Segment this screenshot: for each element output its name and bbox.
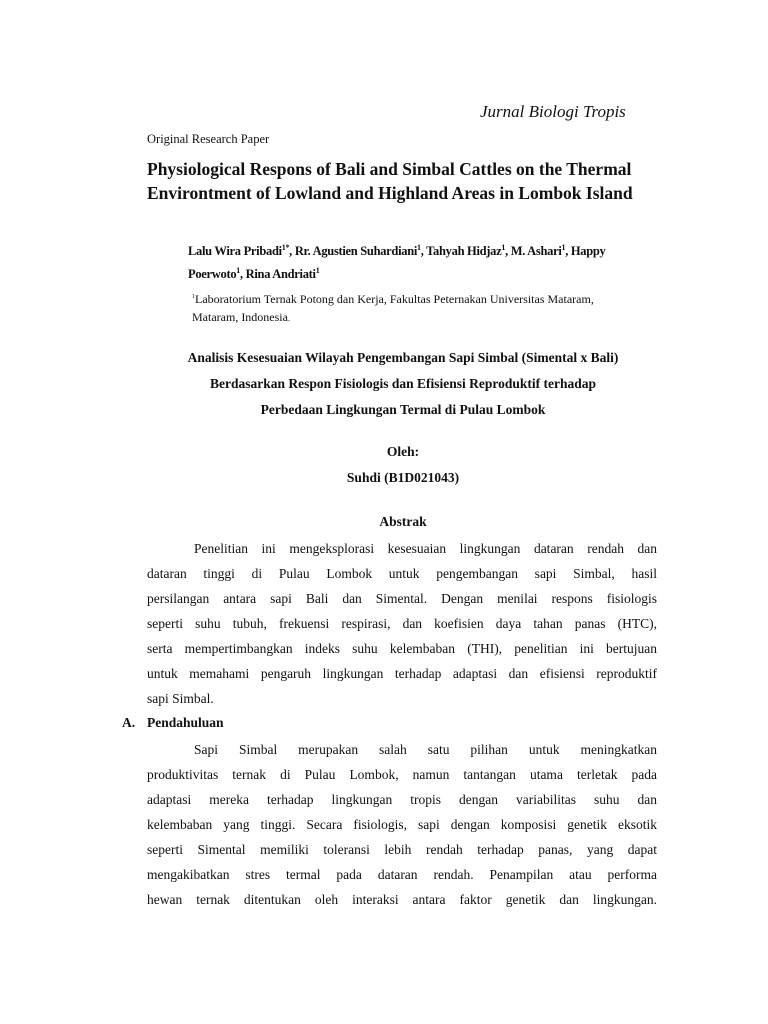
text-line: hewan ternak ditentukan oleh interaksi antara faktor genetik dan lingkungan. xyxy=(147,892,657,907)
author-list: Lalu Wira Pribadi$^{1*}$, Rr. Agustien Suhardiani$^1$, Tahyah Hidjaz$^1$, M. Ashari$^1$, Happy Poerwoto$^1$, Rina Andriati$^1$ xyxy=(188,243,606,282)
abstract-body xyxy=(147,536,657,711)
text-line: mengakibatkan stres termal pada dataran rendah. Penampilan atau performa xyxy=(147,867,657,882)
author-affiliation-mark: 1 xyxy=(561,243,566,252)
by-label: Oleh: xyxy=(386,444,420,459)
text-line: kelembaban yang tinggi. Secara fisiologis, sapi dengan komposisi genetik eksotik xyxy=(147,817,657,832)
byline xyxy=(147,439,659,491)
indonesian-title-line: Analisis Kesesuaian Wilayah Pengembangan Sapi Simbal (Simental x Bali) xyxy=(187,350,619,365)
author-name: Rr. Agustien Suhardiani xyxy=(294,244,418,259)
text-line: Sapi Simbal merupakan salah satu pilihan untuk meningkatkan xyxy=(194,742,657,757)
affiliation-line: Laboratorium Ternak Potong dan Kerja, Fakultas Peternakan Universitas Mataram, xyxy=(195,292,594,306)
abstract-heading: Abstrak xyxy=(379,514,427,529)
text-line: produktivitas ternak di Pulau Lombok, namun tantangan utama terletak pada xyxy=(147,767,657,782)
affiliation xyxy=(192,288,652,328)
author-affiliation-mark: 1 xyxy=(501,243,506,252)
affiliation-dot: . xyxy=(287,314,290,323)
text-line: Penelitian ini mengeksplorasi kesesuaian lingkungan dataran rendah dan xyxy=(194,541,657,556)
text-line: serta mempertimbangkan indeks suhu kelembaban (THI), penelitian ini bertujuan xyxy=(147,641,657,656)
text-line: adaptasi mereka terhadap lingkungan tropis dengan variabilitas suhu dan xyxy=(147,792,657,807)
paper-title: Physiological Respons of Bali and Simbal Cattles on the Thermal Environtment of Lowland and Highland Areas in Lombok Island xyxy=(147,159,633,203)
affiliation-mark: 1 xyxy=(192,294,195,300)
text-line: untuk memahami pengaruh lingkungan terhadap adaptasi dan efisiensi reproduktif xyxy=(147,666,657,681)
text-line: persilangan antara sapi Bali dan Simental. Dengan menilai respons fisiologis xyxy=(147,591,657,606)
section-heading xyxy=(122,715,224,731)
text-line: seperti Simental memiliki toleransi lebih rendah terhadap panas, yang dapat xyxy=(147,842,657,857)
journal-name: Jurnal Biologi Tropis xyxy=(480,102,626,121)
text-line: sapi Simbal. xyxy=(147,691,214,706)
indonesian-title xyxy=(147,345,659,423)
intro-body xyxy=(147,737,657,912)
section-label: A. xyxy=(122,715,136,730)
author-affiliation-mark: 1 xyxy=(417,243,421,252)
indonesian-title-line: Berdasarkan Respon Fisiologis dan Efisiensi Reproduktif terhadap xyxy=(209,376,597,391)
section-title: Pendahuluan xyxy=(147,715,224,730)
author-name: Rina Andriati xyxy=(245,267,316,282)
affiliation-line: Mataram, Indonesia xyxy=(192,310,288,324)
author-affiliation-mark: 1 xyxy=(236,266,240,276)
author-affiliation-mark: 1* xyxy=(281,243,290,252)
author-affiliation-mark: 1 xyxy=(315,266,320,276)
by-name: Suhdi (B1D021043) xyxy=(346,470,460,485)
author-name: Happy Poerwoto xyxy=(188,244,606,282)
indonesian-title-line: Perbedaan Lingkungan Termal di Pulau Lombok xyxy=(260,402,546,417)
author-name: Lalu Wira Pribadi xyxy=(188,244,282,259)
paper-type: Original Research Paper xyxy=(147,132,270,146)
author-name: Tahyah Hidjaz xyxy=(426,244,502,259)
text-line: seperti suhu tubuh, frekuensi respirasi, dan koefisien daya tahan panas (HTC), xyxy=(147,616,657,631)
author-name: M. Ashari xyxy=(510,244,562,259)
text-line: dataran tinggi di Pulau Lombok untuk pengembangan sapi Simbal, hasil xyxy=(147,566,657,581)
